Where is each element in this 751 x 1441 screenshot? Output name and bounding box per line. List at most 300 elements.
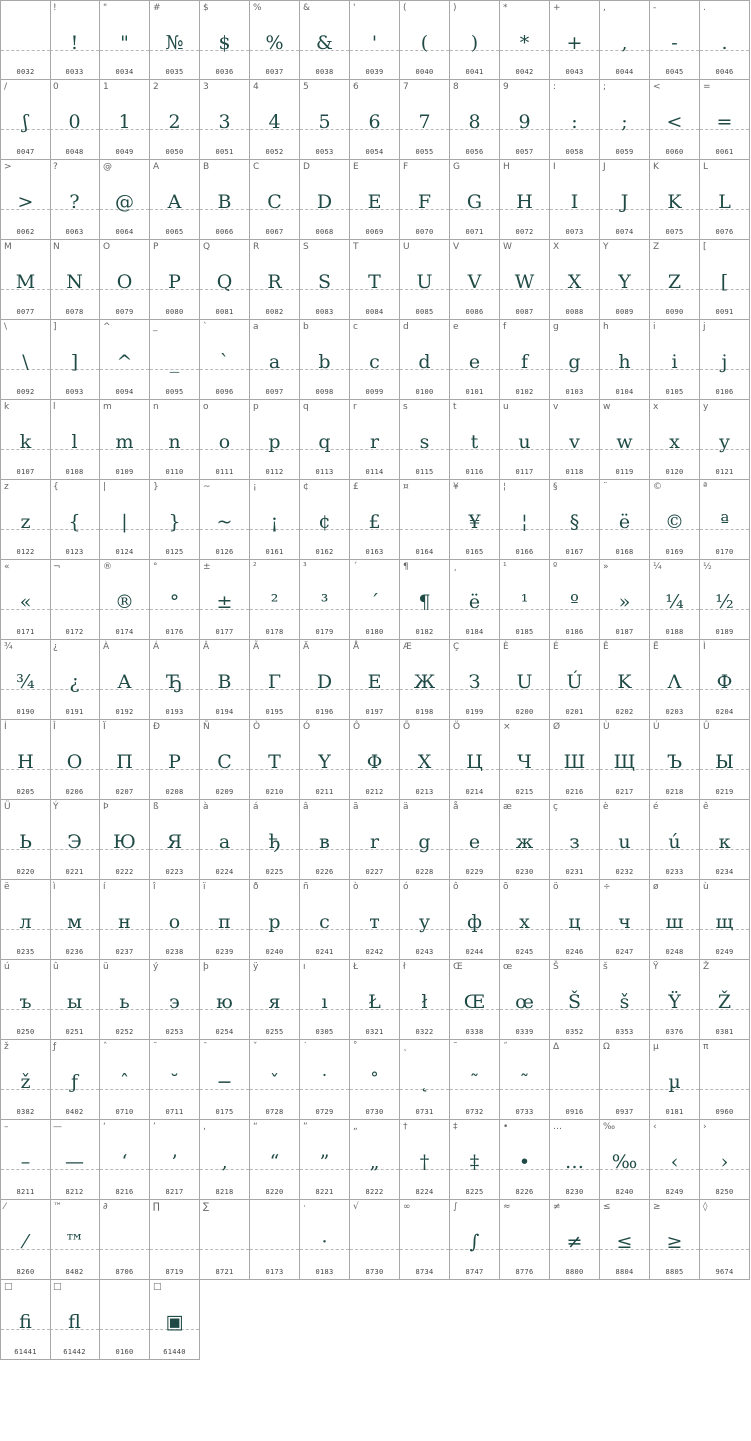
glyph-cell-0188[interactable] [650, 560, 700, 640]
glyph-cell-0241[interactable] [300, 880, 350, 960]
glyph-cell-0035[interactable] [150, 0, 200, 80]
glyph-cell-0238[interactable] [150, 880, 200, 960]
glyph-cell-8719[interactable] [150, 1200, 200, 1280]
glyph-sample: ƒ [70, 1071, 79, 1093]
glyph-cell-0168[interactable] [600, 480, 650, 560]
glyph-cell-0215[interactable] [500, 720, 550, 800]
key-character: F [403, 162, 409, 172]
char-code: 0229 [465, 868, 484, 876]
glyph-cell-0073[interactable] [550, 160, 600, 240]
key-character: ‹ [653, 1122, 657, 1132]
glyph-cell-0251[interactable] [50, 960, 100, 1040]
glyph-cell-9674[interactable] [700, 1200, 750, 1280]
key-character: Δ [553, 1042, 560, 1052]
glyph-cell-0175[interactable] [200, 1040, 250, 1120]
char-code: 0731 [415, 1108, 434, 1116]
glyph-cell-0185[interactable] [500, 560, 550, 640]
glyph-cell-8224[interactable] [400, 1120, 450, 1200]
glyph-sample: − [216, 1071, 233, 1093]
glyph-cell-0245[interactable] [500, 880, 550, 960]
glyph-cell-0160[interactable] [100, 1280, 150, 1360]
glyph-cell-8260[interactable] [0, 1200, 51, 1280]
glyph-cell-0217[interactable] [600, 720, 650, 800]
glyph-cell-0067[interactable] [250, 160, 300, 240]
glyph-cell-0057[interactable] [500, 80, 550, 160]
glyph-cell-0099[interactable] [350, 320, 400, 400]
glyph-cell-0119[interactable] [600, 400, 650, 480]
glyph-cell-0112[interactable] [250, 400, 300, 480]
glyph-cell-0052[interactable] [250, 80, 300, 160]
glyph-sample: ˛ [419, 1071, 430, 1093]
glyph-cell-0068[interactable] [300, 160, 350, 240]
glyph-cell-0174[interactable] [100, 560, 150, 640]
glyph-cell-0221[interactable] [50, 800, 100, 880]
glyph-cell-0339[interactable] [500, 960, 550, 1040]
glyph-cell-0250[interactable] [0, 960, 51, 1040]
glyph-cell-0058[interactable] [550, 80, 600, 160]
glyph-sample: ¡ [270, 511, 279, 533]
glyph-cell-0402[interactable] [50, 1040, 100, 1120]
glyph-cell-0163[interactable] [350, 480, 400, 560]
glyph-cell-0234[interactable] [700, 800, 750, 880]
glyph-cell-0224[interactable] [200, 800, 250, 880]
glyph-cell-0115[interactable] [400, 400, 450, 480]
glyph-cell-0179[interactable] [300, 560, 350, 640]
glyph-cell-61442[interactable] [50, 1280, 100, 1360]
glyph-cell-0034[interactable] [100, 0, 150, 80]
glyph-cell-0353[interactable] [600, 960, 650, 1040]
glyph-cell-8250[interactable] [700, 1120, 750, 1200]
glyph-cell-0036[interactable] [200, 0, 250, 80]
glyph-cell-0731[interactable] [400, 1040, 450, 1120]
glyph-cell-0114[interactable] [350, 400, 400, 480]
glyph-cell-8721[interactable] [200, 1200, 250, 1280]
glyph-cell-0728[interactable] [250, 1040, 300, 1120]
glyph-cell-0038[interactable] [300, 0, 350, 80]
glyph-cell-8230[interactable] [550, 1120, 600, 1200]
glyph-cell-0041[interactable] [450, 0, 500, 80]
glyph-cell-0071[interactable] [450, 160, 500, 240]
glyph-cell-0242[interactable] [350, 880, 400, 960]
glyph-cell-8225[interactable] [450, 1120, 500, 1200]
glyph-cell-0048[interactable] [50, 80, 100, 160]
glyph-cell-0240[interactable] [250, 880, 300, 960]
glyph-cell-0248[interactable] [650, 880, 700, 960]
glyph-cell-0095[interactable] [150, 320, 200, 400]
char-code: 0095 [165, 388, 184, 396]
glyph-cell-8216[interactable] [100, 1120, 150, 1200]
char-code: 0065 [165, 228, 184, 236]
glyph-cell-0382[interactable] [0, 1040, 51, 1120]
glyph-cell-0231[interactable] [550, 800, 600, 880]
glyph-cell-0937[interactable] [600, 1040, 650, 1120]
char-code: 0710 [115, 1108, 134, 1116]
glyph-cell-0056[interactable] [450, 80, 500, 160]
glyph-cell-0118[interactable] [550, 400, 600, 480]
glyph-cell-0243[interactable] [400, 880, 450, 960]
glyph-sample: G [466, 191, 483, 213]
glyph-cell-8211[interactable] [0, 1120, 51, 1200]
char-code: 0183 [315, 1268, 334, 1276]
glyph-cell-0192[interactable] [100, 640, 150, 720]
glyph-cell-0228[interactable] [400, 800, 450, 880]
glyph-sample: ђ [268, 831, 281, 853]
glyph-cell-8805[interactable] [650, 1200, 700, 1280]
glyph-cell-8217[interactable] [150, 1120, 200, 1200]
glyph-cell-0042[interactable] [500, 0, 550, 80]
char-code: 0231 [565, 868, 584, 876]
glyph-cell-0077[interactable] [0, 240, 51, 320]
glyph-cell-0204[interactable] [700, 640, 750, 720]
char-code: 0111 [215, 468, 234, 476]
glyph-cell-0078[interactable] [50, 240, 100, 320]
glyph-sample: c [319, 911, 330, 933]
glyph-cell-0225[interactable] [250, 800, 300, 880]
glyph-cell-0049[interactable] [100, 80, 150, 160]
glyph-cell-0247[interactable] [600, 880, 650, 960]
glyph-cell-0710[interactable] [100, 1040, 150, 1120]
glyph-cell-0190[interactable] [0, 640, 51, 720]
glyph-sample: z [20, 511, 31, 533]
glyph-cell-0196[interactable] [300, 640, 350, 720]
glyph-cell-0088[interactable] [550, 240, 600, 320]
glyph-cell-0165[interactable] [450, 480, 500, 560]
glyph-cell-8734[interactable] [400, 1200, 450, 1280]
char-code: 0099 [365, 388, 384, 396]
glyph-cell-8800[interactable] [550, 1200, 600, 1280]
char-code: 0160 [115, 1348, 134, 1356]
glyph-cell-0082[interactable] [250, 240, 300, 320]
glyph-cell-61440[interactable] [150, 1280, 200, 1360]
glyph-cell-0069[interactable] [350, 160, 400, 240]
glyph-cell-61441[interactable] [0, 1280, 51, 1360]
key-character: Ÿ [653, 962, 659, 972]
glyph-cell-0055[interactable] [400, 80, 450, 160]
char-code: 0104 [615, 388, 634, 396]
glyph-cell-0732[interactable] [450, 1040, 500, 1120]
glyph-cell-0091[interactable] [700, 240, 750, 320]
glyph-sample: | [121, 511, 128, 533]
glyph-cell-0081[interactable] [200, 240, 250, 320]
glyph-cell-0080[interactable] [150, 240, 200, 320]
glyph-cell-0103[interactable] [550, 320, 600, 400]
glyph-cell-0201[interactable] [550, 640, 600, 720]
glyph-cell-0120[interactable] [650, 400, 700, 480]
glyph-cell-0181[interactable] [650, 1040, 700, 1120]
glyph-cell-0203[interactable] [650, 640, 700, 720]
glyph-cell-0102[interactable] [500, 320, 550, 400]
char-code: 0049 [115, 148, 134, 156]
glyph-cell-0064[interactable] [100, 160, 150, 240]
glyph-cell-0109[interactable] [100, 400, 150, 480]
glyph-cell-0100[interactable] [400, 320, 450, 400]
char-code: 0054 [365, 148, 384, 156]
glyph-cell-0050[interactable] [150, 80, 200, 160]
glyph-cell-0124[interactable] [100, 480, 150, 560]
glyph-sample: › [720, 1151, 729, 1173]
glyph-cell-0195[interactable] [250, 640, 300, 720]
glyph-cell-8218[interactable] [200, 1120, 250, 1200]
key-character: ~ [203, 482, 211, 492]
glyph-cell-0032[interactable] [0, 0, 51, 80]
glyph-cell-0116[interactable] [450, 400, 500, 480]
glyph-cell-0037[interactable] [250, 0, 300, 80]
glyph-cell-0229[interactable] [450, 800, 500, 880]
glyph-cell-0084[interactable] [350, 240, 400, 320]
glyph-sample: » [618, 591, 631, 613]
glyph-sample: Ч [517, 751, 532, 773]
glyph-cell-0186[interactable] [550, 560, 600, 640]
glyph-cell-8249[interactable] [650, 1120, 700, 1200]
glyph-cell-0381[interactable] [700, 960, 750, 1040]
glyph-cell-0237[interactable] [100, 880, 150, 960]
glyph-cell-8776[interactable] [500, 1200, 550, 1280]
glyph-cell-0066[interactable] [200, 160, 250, 240]
glyph-cell-0047[interactable] [0, 80, 51, 160]
glyph-cell-0711[interactable] [150, 1040, 200, 1120]
glyph-cell-0061[interactable] [700, 80, 750, 160]
glyph-cell-0321[interactable] [350, 960, 400, 1040]
glyph-cell-0729[interactable] [300, 1040, 350, 1120]
glyph-cell-0054[interactable] [350, 80, 400, 160]
glyph-cell-0106[interactable] [700, 320, 750, 400]
glyph-cell-0189[interactable] [700, 560, 750, 640]
glyph-cell-0246[interactable] [550, 880, 600, 960]
glyph-cell-0178[interactable] [250, 560, 300, 640]
glyph-cell-0092[interactable] [0, 320, 51, 400]
glyph-cell-0235[interactable] [0, 880, 51, 960]
glyph-sample: ' [371, 32, 378, 54]
glyph-cell-0202[interactable] [600, 640, 650, 720]
glyph-cell-0209[interactable] [200, 720, 250, 800]
glyph-cell-0166[interactable] [500, 480, 550, 560]
glyph-cell-0960[interactable] [700, 1040, 750, 1120]
char-code: 0164 [415, 548, 434, 556]
key-character: ∏ [153, 1202, 160, 1212]
glyph-cell-0126[interactable] [200, 480, 250, 560]
glyph-cell-0216[interactable] [550, 720, 600, 800]
glyph-cell-0184[interactable] [450, 560, 500, 640]
glyph-cell-0111[interactable] [200, 400, 250, 480]
glyph-cell-0236[interactable] [50, 880, 100, 960]
glyph-cell-0098[interactable] [300, 320, 350, 400]
glyph-cell-0219[interactable] [700, 720, 750, 800]
glyph-cell-0065[interactable] [150, 160, 200, 240]
glyph-cell-8482[interactable] [50, 1200, 100, 1280]
glyph-cell-0063[interactable] [50, 160, 100, 240]
glyph-cell-0125[interactable] [150, 480, 200, 560]
glyph-cell-0182[interactable] [400, 560, 450, 640]
glyph-cell-0214[interactable] [450, 720, 500, 800]
glyph-cell-0104[interactable] [600, 320, 650, 400]
key-character: ô [453, 882, 459, 892]
glyph-cell-0097[interactable] [250, 320, 300, 400]
glyph-cell-0376[interactable] [650, 960, 700, 1040]
char-code: 0103 [565, 388, 584, 396]
glyph-cell-0193[interactable] [150, 640, 200, 720]
glyph-cell-0051[interactable] [200, 80, 250, 160]
glyph-cell-0733[interactable] [500, 1040, 550, 1120]
glyph-cell-0123[interactable] [50, 480, 100, 560]
glyph-cell-8730[interactable] [350, 1200, 400, 1280]
glyph-cell-8220[interactable] [250, 1120, 300, 1200]
glyph-cell-0085[interactable] [400, 240, 450, 320]
glyph-cell-0230[interactable] [500, 800, 550, 880]
glyph-cell-0352[interactable] [550, 960, 600, 1040]
glyph-cell-0089[interactable] [600, 240, 650, 320]
char-code: 0046 [715, 68, 734, 76]
char-code: 0221 [65, 868, 84, 876]
glyph-cell-0223[interactable] [150, 800, 200, 880]
char-code: 0215 [515, 788, 534, 796]
glyph-sample: ≥ [666, 1231, 683, 1253]
glyph-cell-0075[interactable] [650, 160, 700, 240]
key-character: n [153, 402, 159, 412]
glyph-cell-0176[interactable] [150, 560, 200, 640]
glyph-cell-0046[interactable] [700, 0, 750, 80]
glyph-cell-0200[interactable] [500, 640, 550, 720]
glyph-cell-0044[interactable] [600, 0, 650, 80]
glyph-cell-0199[interactable] [450, 640, 500, 720]
glyph-cell-0161[interactable] [250, 480, 300, 560]
glyph-cell-8706[interactable] [100, 1200, 150, 1280]
glyph-cell-0070[interactable] [400, 160, 450, 240]
glyph-cell-0170[interactable] [700, 480, 750, 560]
glyph-cell-0101[interactable] [450, 320, 500, 400]
glyph-cell-0177[interactable] [200, 560, 250, 640]
glyph-cell-0191[interactable] [50, 640, 100, 720]
glyph-cell-0252[interactable] [100, 960, 150, 1040]
char-code: 0086 [465, 308, 484, 316]
glyph-cell-0108[interactable] [50, 400, 100, 480]
glyph-cell-0253[interactable] [150, 960, 200, 1040]
char-code: 8250 [715, 1188, 734, 1196]
glyph-cell-0180[interactable] [350, 560, 400, 640]
glyph-sample: V [467, 271, 482, 293]
glyph-cell-8222[interactable] [350, 1120, 400, 1200]
glyph-cell-0208[interactable] [150, 720, 200, 800]
glyph-sample: ≤ [616, 1231, 633, 1253]
char-code: 0032 [16, 68, 35, 76]
glyph-cell-0164[interactable] [400, 480, 450, 560]
glyph-cell-0212[interactable] [350, 720, 400, 800]
glyph-cell-0730[interactable] [350, 1040, 400, 1120]
glyph-cell-0121[interactable] [700, 400, 750, 480]
glyph-cell-0162[interactable] [300, 480, 350, 560]
glyph-cell-8747[interactable] [450, 1200, 500, 1280]
glyph-cell-8804[interactable] [600, 1200, 650, 1280]
glyph-cell-0087[interactable] [500, 240, 550, 320]
glyph-cell-0167[interactable] [550, 480, 600, 560]
glyph-sample: ж [515, 831, 534, 853]
glyph-sample: y [719, 431, 730, 453]
glyph-cell-0254[interactable] [200, 960, 250, 1040]
glyph-sample: U [516, 671, 533, 693]
glyph-cell-0105[interactable] [650, 320, 700, 400]
glyph-cell-0198[interactable] [400, 640, 450, 720]
glyph-cell-0239[interactable] [200, 880, 250, 960]
glyph-cell-0206[interactable] [50, 720, 100, 800]
glyph-cell-0916[interactable] [550, 1040, 600, 1120]
glyph-cell-0227[interactable] [350, 800, 400, 880]
glyph-cell-0079[interactable] [100, 240, 150, 320]
glyph-cell-0233[interactable] [650, 800, 700, 880]
glyph-cell-0110[interactable] [150, 400, 200, 480]
glyph-cell-0053[interactable] [300, 80, 350, 160]
glyph-cell-0122[interactable] [0, 480, 51, 560]
glyph-cell-0171[interactable] [0, 560, 51, 640]
glyph-cell-0096[interactable] [200, 320, 250, 400]
glyph-cell-0210[interactable] [250, 720, 300, 800]
glyph-cell-0062[interactable] [0, 160, 51, 240]
glyph-cell-0220[interactable] [0, 800, 51, 880]
glyph-sample: ˜ [519, 1071, 530, 1093]
glyph-cell-0094[interactable] [100, 320, 150, 400]
glyph-cell-0255[interactable] [250, 960, 300, 1040]
glyph-cell-8226[interactable] [500, 1120, 550, 1200]
glyph-cell-0083[interactable] [300, 240, 350, 320]
glyph-cell-0305[interactable] [300, 960, 350, 1040]
glyph-cell-0207[interactable] [100, 720, 150, 800]
glyph-cell-0076[interactable] [700, 160, 750, 240]
glyph-cell-8240[interactable] [600, 1120, 650, 1200]
glyph-cell-0322[interactable] [400, 960, 450, 1040]
glyph-cell-0187[interactable] [600, 560, 650, 640]
glyph-cell-0043[interactable] [550, 0, 600, 80]
glyph-cell-0194[interactable] [200, 640, 250, 720]
glyph-cell-0045[interactable] [650, 0, 700, 80]
glyph-cell-0072[interactable] [500, 160, 550, 240]
glyph-cell-0086[interactable] [450, 240, 500, 320]
glyph-cell-0244[interactable] [450, 880, 500, 960]
glyph-cell-0169[interactable] [650, 480, 700, 560]
char-code: 0178 [265, 628, 284, 636]
glyph-cell-0338[interactable] [450, 960, 500, 1040]
glyph-cell-0197[interactable] [350, 640, 400, 720]
glyph-cell-0093[interactable] [50, 320, 100, 400]
glyph-cell-0059[interactable] [600, 80, 650, 160]
glyph-cell-0039[interactable] [350, 0, 400, 80]
char-code: 0169 [665, 548, 684, 556]
glyph-cell-0113[interactable] [300, 400, 350, 480]
glyph-cell-0205[interactable] [0, 720, 51, 800]
key-character: ÿ [253, 962, 259, 972]
glyph-cell-0172[interactable] [50, 560, 100, 640]
glyph-cell-0173[interactable] [250, 1200, 300, 1280]
glyph-cell-0249[interactable] [700, 880, 750, 960]
glyph-cell-0211[interactable] [300, 720, 350, 800]
glyph-cell-0033[interactable] [50, 0, 100, 80]
glyph-cell-8221[interactable] [300, 1120, 350, 1200]
glyph-cell-0226[interactable] [300, 800, 350, 880]
glyph-cell-0222[interactable] [100, 800, 150, 880]
glyph-cell-0090[interactable] [650, 240, 700, 320]
glyph-cell-0183[interactable] [300, 1200, 350, 1280]
glyph-cell-0213[interactable] [400, 720, 450, 800]
glyph-cell-8212[interactable] [50, 1120, 100, 1200]
glyph-sample: £ [368, 511, 381, 533]
glyph-cell-0232[interactable] [600, 800, 650, 880]
glyph-cell-0040[interactable] [400, 0, 450, 80]
glyph-sample: ч [618, 911, 631, 933]
glyph-cell-0107[interactable] [0, 400, 51, 480]
glyph-cell-0218[interactable] [650, 720, 700, 800]
char-code: 0162 [315, 548, 334, 556]
glyph-cell-0060[interactable] [650, 80, 700, 160]
glyph-cell-0117[interactable] [500, 400, 550, 480]
glyph-cell-0074[interactable] [600, 160, 650, 240]
char-code: 0232 [615, 868, 634, 876]
